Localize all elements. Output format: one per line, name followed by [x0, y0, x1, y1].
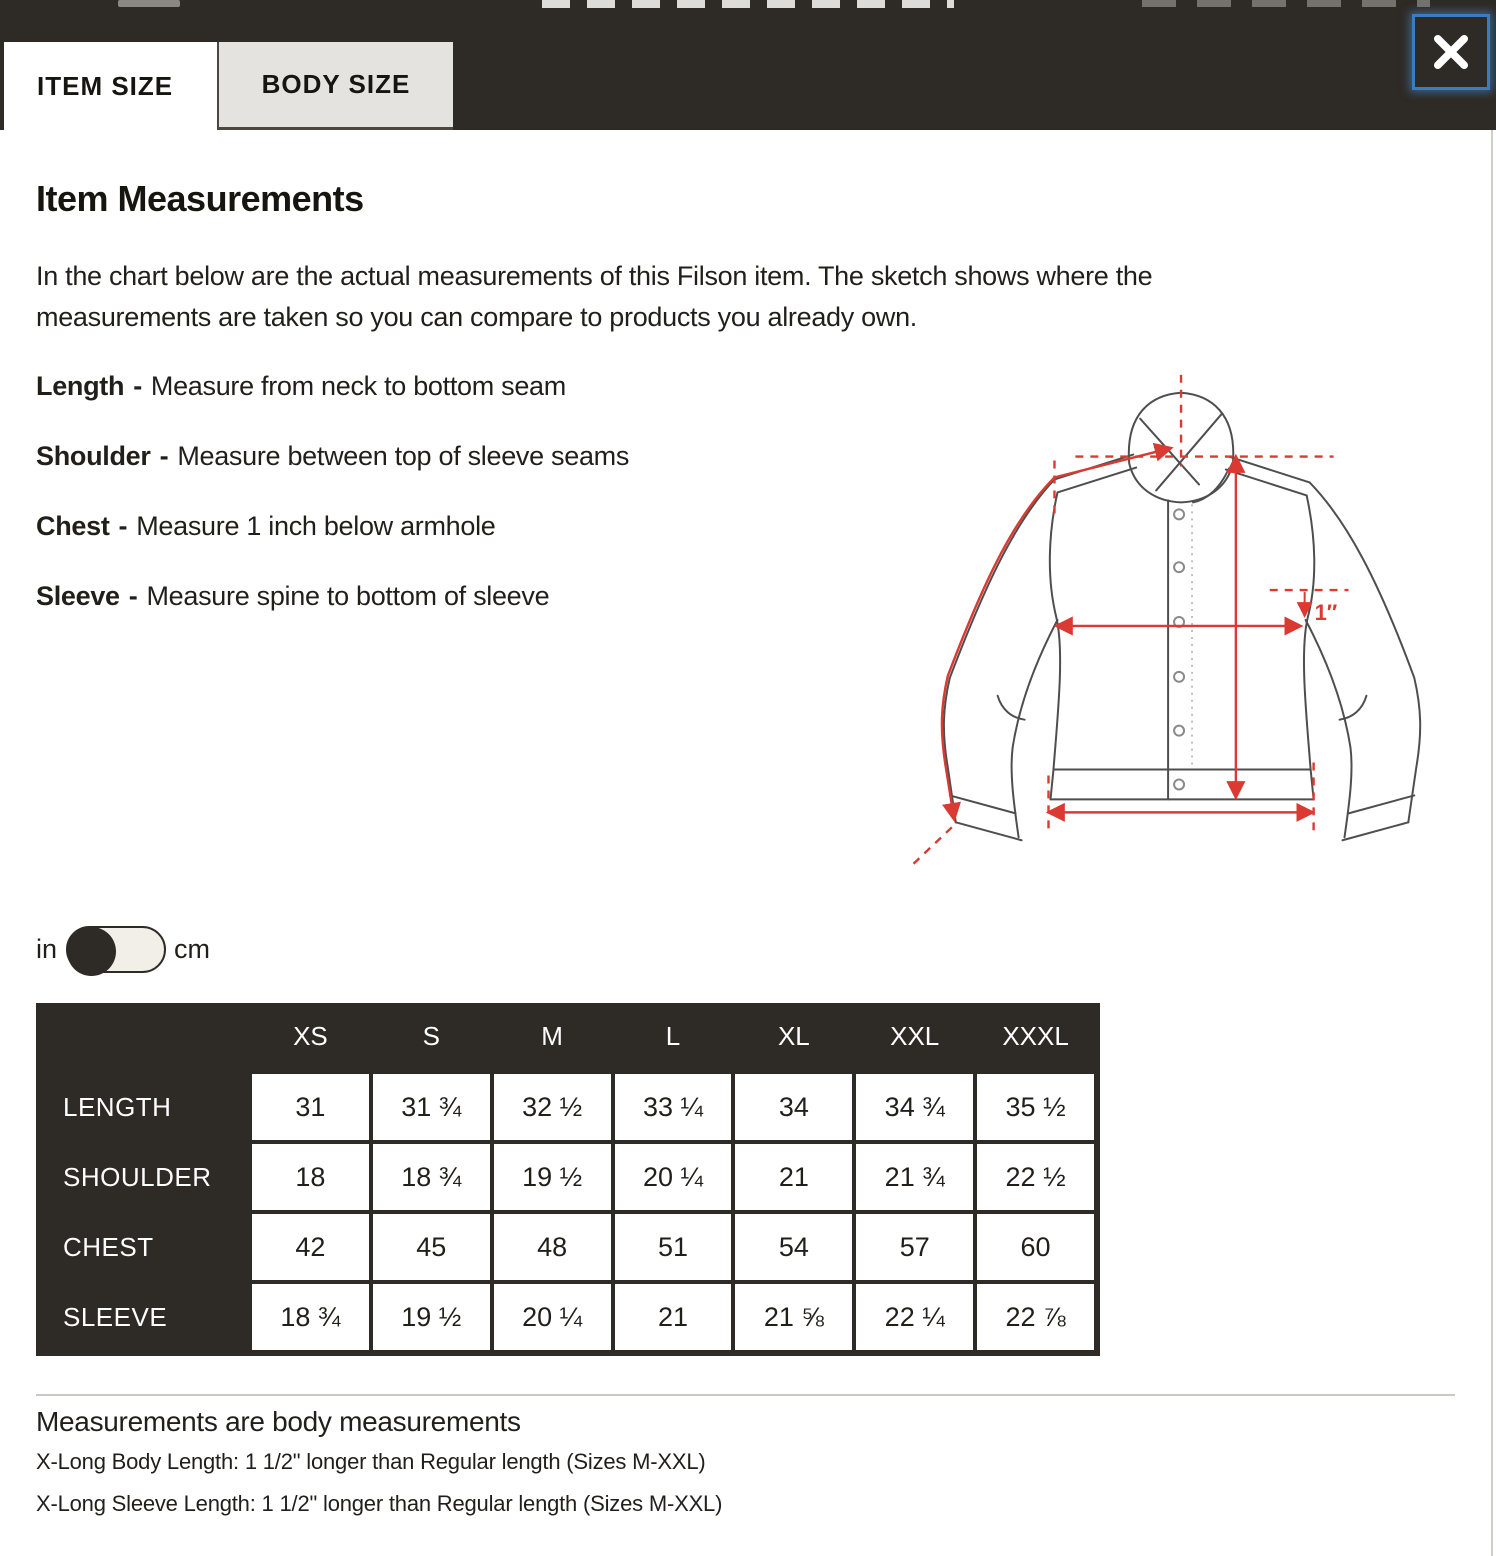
- size-cell: 18: [252, 1144, 369, 1210]
- tab-item-size[interactable]: [4, 42, 217, 130]
- modal-header: [0, 0, 1496, 130]
- size-cell: 21 ¾: [856, 1144, 973, 1210]
- definition-description: Measure between top of sleeve seams: [177, 441, 630, 471]
- unit-label-cm: cm: [174, 933, 211, 964]
- unit-toggle[interactable]: [66, 926, 166, 973]
- size-cell: 45: [373, 1214, 490, 1280]
- tab-body-size-label: BODY SIZE: [261, 69, 411, 99]
- definition-term: Shoulder: [36, 441, 151, 471]
- definition-description: Measure spine to bottom of sleeve: [146, 581, 550, 611]
- size-cell: 48: [494, 1214, 611, 1280]
- definition-chest: [36, 511, 629, 541]
- definition-description: Measure from neck to bottom seam: [150, 371, 566, 401]
- column-header: L: [665, 1021, 681, 1051]
- size-cell: 35 ½: [977, 1074, 1094, 1140]
- size-cell: 31: [252, 1074, 369, 1140]
- size-cell: 60: [977, 1214, 1094, 1280]
- measurement-arrows: [912, 375, 1349, 865]
- row-label-length: LENGTH: [63, 1091, 172, 1122]
- unit-label-in: in: [36, 933, 58, 964]
- size-cell: 19 ½: [373, 1284, 490, 1350]
- size-cell: 33 ¼: [615, 1074, 732, 1140]
- measurement-definitions: [36, 371, 629, 651]
- definition-term: Chest: [36, 511, 110, 541]
- footnote-sleeve-length: X-Long Sleeve Length: 1 1/2" longer than Regular length (Sizes M-XXL): [36, 1491, 723, 1516]
- size-cell: 31 ¾: [373, 1074, 490, 1140]
- footer-divider: [36, 1394, 1455, 1396]
- size-cell: 32 ½: [494, 1074, 611, 1140]
- table-corner: [36, 1003, 248, 1070]
- size-cell: 18 ¾: [252, 1284, 369, 1350]
- size-cell: 21: [615, 1284, 732, 1350]
- column-header: XXXL: [1002, 1021, 1069, 1051]
- one-inch-label: 1″: [1314, 600, 1338, 626]
- obscured-page-content: [542, 0, 954, 8]
- definition-separator: -: [159, 441, 169, 471]
- size-cell: 34 ¾: [856, 1074, 973, 1140]
- definition-description: Measure 1 inch below armhole: [136, 511, 496, 541]
- jacket-buttons: [1174, 509, 1184, 789]
- definition-separator: -: [118, 511, 128, 541]
- footnote-body-length: X-Long Body Length: 1 1/2" longer than Regular length (Sizes M-XXL): [36, 1449, 706, 1474]
- column-header: XL: [777, 1021, 810, 1051]
- column-header: S: [422, 1021, 440, 1051]
- footnote-title: Measurements are body measurements: [36, 1406, 521, 1437]
- page-title: Item Measurements: [36, 178, 364, 219]
- size-chart-table: [36, 1003, 1100, 1356]
- obscured-page-content: [1142, 0, 1430, 7]
- size-cell: 57: [856, 1214, 973, 1280]
- column-header: XXL: [890, 1021, 940, 1051]
- obscured-page-content: [118, 0, 180, 7]
- size-cell: 22 ⅞: [977, 1284, 1094, 1350]
- unit-toggle-row: [36, 925, 210, 973]
- tab-item-size-label: ITEM SIZE: [37, 70, 174, 101]
- size-cell: 22 ¼: [856, 1284, 973, 1350]
- jacket-measurement-diagram: [898, 368, 1496, 878]
- size-cell: 34: [735, 1074, 852, 1140]
- content-right-edge: [1491, 130, 1493, 1556]
- size-cell: 20 ¼: [615, 1144, 732, 1210]
- definition-term: Sleeve: [36, 581, 120, 611]
- size-cell: 21: [735, 1144, 852, 1210]
- tab-body-size[interactable]: [217, 42, 453, 130]
- jacket-outline: [944, 393, 1420, 841]
- row-label-shoulder: SHOULDER: [63, 1161, 212, 1192]
- intro-text: In the chart below are the actual measurements of this Filson item. The sketch shows where the measurements are taken so you can compare to products you already own.: [36, 261, 1153, 332]
- column-header: M: [541, 1021, 563, 1051]
- definition-separator: -: [128, 581, 138, 611]
- size-cell: 54: [735, 1214, 852, 1280]
- size-cell: 19 ½: [494, 1144, 611, 1210]
- column-header: XS: [293, 1021, 328, 1051]
- toggle-knob: [67, 927, 116, 976]
- size-cell: 21 ⅝: [735, 1284, 852, 1350]
- definition-length: [36, 371, 629, 401]
- definition-separator: -: [133, 371, 142, 401]
- close-button[interactable]: [1412, 14, 1490, 90]
- size-cell: 22 ½: [977, 1144, 1094, 1210]
- size-cell: 20 ¼: [494, 1284, 611, 1350]
- row-label-chest: CHEST: [63, 1231, 154, 1262]
- size-cell: 18 ¾: [373, 1144, 490, 1210]
- row-label-sleeve: SLEEVE: [63, 1301, 168, 1332]
- size-cell: 42: [252, 1214, 369, 1280]
- definition-shoulder: [36, 441, 629, 471]
- definition-term: Length: [36, 371, 125, 401]
- definition-sleeve: [36, 581, 629, 611]
- size-cell: 51: [615, 1214, 732, 1280]
- close-icon: [1429, 30, 1473, 74]
